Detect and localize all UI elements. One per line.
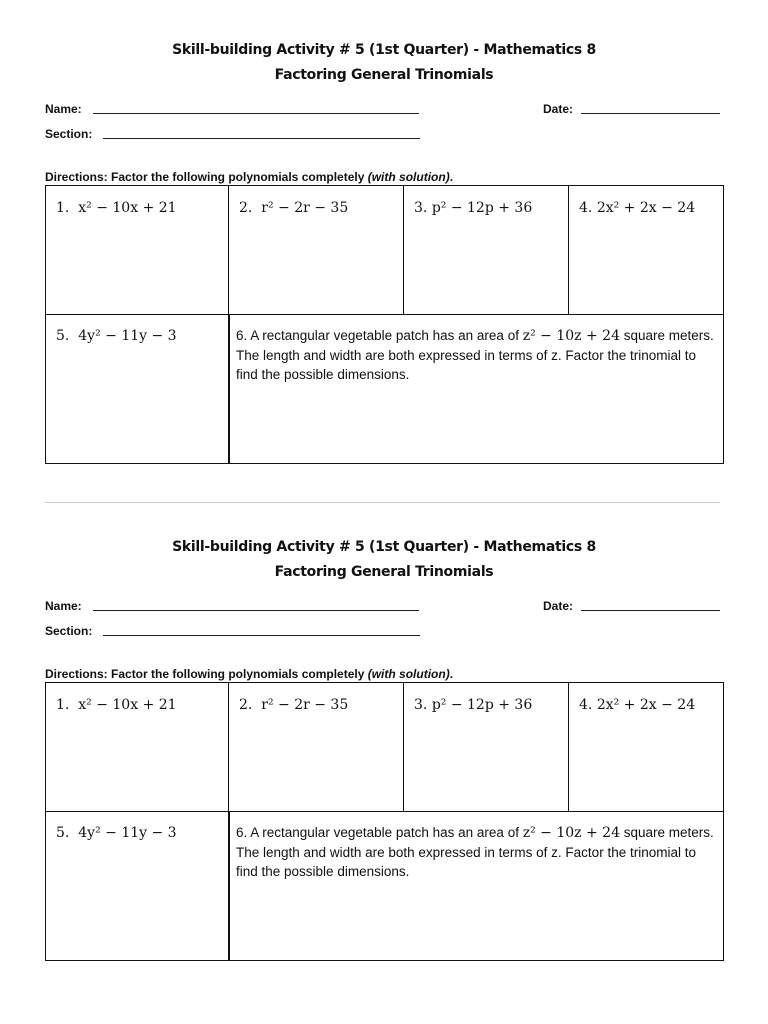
problem-number: 3. — [414, 697, 428, 713]
date-label: Date: — [543, 102, 574, 116]
problem-6-body: square meters. The length and width are both expressed in terms of z. Factor the trinomial to find the possible dimensions. — [236, 328, 714, 382]
problem-expression: x² − 10x + 21 — [78, 697, 177, 713]
problem-4 — [579, 199, 695, 217]
problem-6-lead: 6. A rectangular vegetable patch has an area of — [236, 825, 523, 840]
problem-1 — [56, 696, 177, 714]
problem-3 — [414, 199, 532, 217]
directions — [45, 170, 453, 184]
problem-expression: z² − 10z + 24 — [522, 825, 620, 841]
answer-cell-5[interactable] — [46, 315, 229, 463]
problem-number: 4. — [579, 200, 593, 216]
directions-end: . — [449, 170, 454, 184]
problem-number: 4. — [579, 697, 593, 713]
name-label: Name: — [45, 102, 82, 116]
answer-cell-4[interactable] — [569, 186, 724, 315]
problem-5 — [56, 824, 177, 842]
problem-expression: z² − 10z + 24 — [522, 328, 620, 344]
problem-number: 5. — [56, 328, 70, 344]
directions-emphasis: (with solution) — [367, 170, 450, 184]
problem-3 — [414, 696, 532, 714]
answer-cell-1[interactable] — [46, 186, 229, 315]
problem-expression: p² − 12p + 36 — [431, 200, 533, 216]
problem-5 — [56, 327, 177, 345]
problem-expression: 2x² + 2x − 24 — [596, 697, 696, 713]
answer-cell-2[interactable] — [229, 683, 404, 812]
answer-cell-6[interactable] — [229, 315, 724, 463]
problem-expression: r² − 2r − 35 — [261, 200, 349, 216]
section-field[interactable] — [103, 127, 420, 139]
problem-number: 3. — [414, 200, 428, 216]
answer-cell-5[interactable] — [46, 812, 229, 960]
directions-text: Directions: Factor the following polynomials completely — [45, 667, 368, 681]
problem-6 — [236, 823, 720, 881]
problem-number: 5. — [56, 825, 70, 841]
problem-grid — [45, 682, 724, 961]
problem-grid — [45, 185, 724, 464]
problem-expression: 2x² + 2x − 24 — [596, 200, 696, 216]
date-field[interactable] — [581, 599, 720, 611]
section-label: Section: — [45, 624, 93, 638]
problem-1 — [56, 199, 177, 217]
problem-6-body: square meters. The length and width are both expressed in terms of z. Factor the trinomial to find the possible dimensions. — [236, 825, 714, 879]
worksheet-copy-top — [0, 0, 768, 480]
problem-expression: 4y² − 11y − 3 — [78, 328, 177, 344]
problem-number: 2. — [239, 200, 253, 216]
problem-2 — [239, 199, 348, 217]
directions — [45, 667, 453, 681]
answer-cell-1[interactable] — [46, 683, 229, 812]
problem-expression: 4y² − 11y − 3 — [78, 825, 177, 841]
answer-cell-6[interactable] — [229, 812, 724, 960]
answer-cell-3[interactable] — [404, 683, 569, 812]
worksheet-title: Skill-building Activity # 5 (1st Quarter) - Mathematics 8 — [172, 539, 596, 555]
worksheet-title: Skill-building Activity # 5 (1st Quarter) - Mathematics 8 — [172, 42, 596, 58]
directions-emphasis: (with solution) — [367, 667, 450, 681]
problem-6-lead: 6. A rectangular vegetable patch has an area of — [236, 328, 523, 343]
directions-end: . — [449, 667, 454, 681]
name-field[interactable] — [93, 102, 419, 114]
date-field[interactable] — [581, 102, 720, 114]
worksheet-copy-bottom — [0, 497, 768, 977]
problem-number: 1. — [56, 697, 70, 713]
name-field[interactable] — [93, 599, 419, 611]
section-label: Section: — [45, 127, 93, 141]
date-label: Date: — [543, 599, 574, 613]
problem-number: 1. — [56, 200, 70, 216]
answer-cell-3[interactable] — [404, 186, 569, 315]
name-label: Name: — [45, 599, 82, 613]
directions-text: Directions: Factor the following polynomials completely — [45, 170, 368, 184]
problem-expression: p² − 12p + 36 — [431, 697, 533, 713]
answer-cell-4[interactable] — [569, 683, 724, 812]
problem-number: 2. — [239, 697, 253, 713]
answer-cell-2[interactable] — [229, 186, 404, 315]
worksheet-subtitle: Factoring General Trinomials — [274, 67, 494, 83]
problem-2 — [239, 696, 348, 714]
worksheet-subtitle: Factoring General Trinomials — [274, 564, 494, 580]
section-field[interactable] — [103, 624, 420, 636]
problem-expression: x² − 10x + 21 — [78, 200, 177, 216]
problem-6 — [236, 326, 720, 384]
problem-expression: r² − 2r − 35 — [261, 697, 349, 713]
problem-4 — [579, 696, 695, 714]
